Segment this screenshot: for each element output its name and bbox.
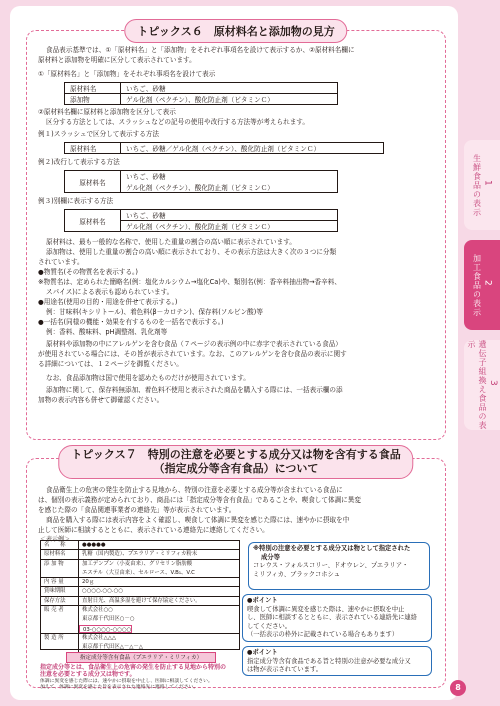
label-row [41,541,239,550]
point-body: してください。 [247,622,292,630]
label-key: 添 加 物 [41,560,79,569]
paragraph: を感じた際の「食品関連事業者の連絡先」等が表示されています。 [38,506,236,514]
label-key: 製 造 所 [41,634,79,643]
table-key: 原材料名 [65,210,121,232]
point-body: （一括表示の枠外に記載されている場合もあります） [247,631,399,639]
tab-number: 2 [482,279,493,287]
label-value: 加工デンプン（小麦由来）、グリセリン脂肪酸 [82,560,193,567]
table-value: いちご、砂糖 [121,83,338,94]
case2-desc: 区分する方法としては、スラッシュなどの記号の使用や改行する方法等が考えられます。 [46,118,309,126]
tab-label: 生鮮食品の表示 [472,153,482,217]
point-callout-1 [242,594,432,642]
tab-number: 1 [482,179,493,187]
bullet-item: ●用途名(使用の目的・用途を併せて表示する。) [38,298,178,306]
case2-heading: ②原材料名欄に原材料と添加物を区分して表示 [38,108,176,116]
topic7-title-line: （指定成分等含有食品）について [153,462,319,475]
label-value: 東京都千代田区○－○ [82,616,135,623]
paragraph: 添加物に関して、保存料無添加、着色料不使用と表示された商品を購入する際には、一括表示欄の添 [46,386,343,394]
bullet-item: ●一括名(同様の機能・効果を有するものを一括名で表示する。) [38,318,224,326]
topic7-title [58,445,413,479]
label-value: 株式会社○○ [82,607,113,614]
point-body: は物が表示されています。 [247,666,323,674]
paragraph: 商品を購入する際には表示内容をよく確認し、喫食して体調に異変を感じた際には、速やかに摂取を中 [46,516,350,524]
label-row [41,606,239,615]
label-key: 保存方法 [41,597,79,605]
topic6-intro: 原材料と添加物を明確に区分して表示されています。 [38,56,196,64]
bullet-item: スパイス)による表示も認められています。 [46,288,174,296]
example-3-heading: 例３)別欄に表示する方法 [38,197,114,205]
table-value: いちご、砂糖 [121,171,338,182]
product-label-example [40,540,240,650]
warning-note: 体調に異変を感じた際には、速やかに摂取を中止し、医師に相談してください。 [40,679,213,684]
chapter-tabs [462,140,500,440]
tab-gm-food[interactable] [464,340,500,430]
label-row [41,597,239,606]
callout-title: ※特別の注意を必要とする成分又は物として指定された [253,545,411,552]
callout-body: コレウス・フォルスコリー、ドオウレン、プエラリア・ [253,562,409,570]
topic6-title: トピックス６ 原材料名と添加物の見方 [124,19,347,43]
table-value: ゲル化剤（ペクチン）、酸化防止剤（ビタミンＣ） [121,94,338,105]
table-key: 添加物 [65,94,121,105]
warning-note: 加えて、体調に異変を感じた旨を表示された連絡先に連絡してください。 [40,685,199,690]
example-table-4 [64,209,338,232]
callout-body: ミリフィカ、ブラックコホシュ [253,570,341,578]
table-value: ゲル化剤（ペクチン）、酸化防止剤（ビタミンＣ） [121,221,338,232]
example-table-1 [64,82,338,105]
example-2-heading: 例２)改行して表示する方法 [38,158,120,166]
tab-processed-food[interactable] [464,240,500,330]
example-1-heading: 例１)スラッシュで区分して表示する方法 [38,130,159,138]
point-body: 指定成分等含有食品である旨と特別の注意が必要な成分又 [247,657,411,665]
point-callout-2 [242,646,432,676]
label-key: 販 売 者 [41,606,79,615]
bullet-item: ※物質名は、定められた簡略名(例：塩化カルシウム→塩化Ca)や、類別名(例：香辛料抽出物→香辛料、 [38,278,341,286]
label-row [41,625,239,634]
example-table-3 [64,170,338,193]
bullet-item: 例：甘味料(キシリトール)、着色料(β－カロテン)、保存料(ソルビン酸)等 [46,308,263,316]
point-title: ●ポイント [247,597,278,604]
label-row [41,569,239,578]
paragraph: 原材料や添加物の中にアレルゲンを含む食品（７ページの表示例の中に赤字で表示されている食品） [46,340,342,348]
example-table-2 [64,142,384,154]
bullet-item: ●物質名(その物質名を表示する。) [38,268,138,276]
tab-label: 遺伝子組換え食品の表示 [467,340,487,430]
paragraph: は、個別の表示義務が定められており、商品には「指定成分等含有食品」であることや、喫食して体調に異変 [38,496,361,504]
label-value: 03-○○○○-○○○○ [79,625,132,633]
topic6-intro: 食品表示基準では、①「原材料名」と「添加物」をそれぞれ事項名を設けて表示するか、②原材料名欄に [46,46,355,54]
paragraph: 添加物は、使用した重量の割合の高い順に表示されており、その表示方法は大きく次の３つに分類 [46,248,337,256]
paragraph: 加物の表示内容も併せて御確認ください。 [38,396,164,404]
label-value: 直射日光、高温多湿を避けて保存協定ください。 [82,597,201,604]
label-key: 名 称 [41,541,79,549]
label-row [41,634,239,643]
paragraph: されています。 [38,258,84,266]
specified-ingredient-banner: 指定成分等含有食品（プエラリア・ミリフィカ） [66,652,216,663]
label-key: 原材料名 [41,550,79,558]
label-value: 株式会社△△△ [82,634,116,641]
label-value: 乳糖（国内製造）、プエラリア・ミリフィカ粉末 [82,551,198,558]
paragraph: 食品衛生上の危害の発生を防止する見地から、特別の注意を必要とする成分等が含まれている食品に [46,486,343,494]
paragraph: る詳細については、１２ページを御覧ください。 [38,360,183,368]
label-row [41,615,239,624]
table-key: 原材料名 [65,83,121,94]
label-key: 賞味期限 [41,587,79,595]
paragraph: が使用されている場合には、その旨が表示されています。なお、このアレルゲンを含む食品の表示に関す [38,350,347,358]
label-value: 20ｇ [82,579,95,586]
label-row [41,560,239,569]
table-value: ゲル化剤（ペクチン）、酸化防止剤（ビタミンＣ） [121,182,338,193]
topic7-title-line: トピックス７ 特別の注意を必要とする成分又は物を含有する食品 [71,448,401,461]
label-value: ●●●●● [82,542,106,548]
label-value: ○○○○.○○.○○ [82,588,124,595]
tab-label: 加工食品の表示 [472,253,482,317]
page-number: 8 [450,680,466,696]
label-value: 東京都千代田区△－△－△ [82,644,143,651]
table-key: 原材料名 [65,143,121,154]
warning-note: 指定成分等とは、食品衛生上の危害の発生を防止する見地から特別の [40,664,227,671]
label-row [41,550,239,559]
tab-number: 3 [488,379,498,387]
specified-ingredients-callout [248,542,430,590]
paragraph: なお、食品添加物は国で使用を認めたものだけが使用されています。 [46,374,250,382]
case1-heading: ①「原材料名」と「添加物」をそれぞれ事項名を設けて表示 [38,70,216,78]
point-body: 喫食して体調に異変を感じた際は、速やかに摂取を中止 [247,605,405,613]
table-value: いちご、砂糖 [121,210,338,221]
paragraph: 止して医師に相談するとともに、表示されている連絡先に連絡してください。 [38,526,269,534]
tab-fresh-food[interactable] [464,140,500,230]
callout-title: 成分等 [261,553,280,561]
label-key [41,615,79,624]
label-key [41,569,79,577]
label-row [41,587,239,596]
point-title: ●ポイント [247,649,278,656]
label-key [41,625,79,633]
label-row [41,578,239,587]
bullet-item: 例：香料、酸味料、pH調整剤、乳化剤等 [46,328,168,336]
table-key: 原材料名 [65,171,121,193]
table-value: いちご、砂糖／ゲル化剤（ペクチン）、酸化防止剤（ビタミンＣ） [121,143,384,154]
paragraph: 原材料は、最も一般的な名称で、使用した重量の割合の高い順に表示されています。 [46,238,296,246]
warning-note: 注意を必要とする成分又は物です。 [40,671,136,678]
label-key: 内 容 量 [41,578,79,586]
label-value: エステル（大豆由来）、セルロース、V.B₁、V.C [82,569,195,576]
point-body: し、医師に相談するとともに、表示されている連絡先に連絡 [247,614,418,622]
example-label: ＜表示例＞ [40,536,71,543]
